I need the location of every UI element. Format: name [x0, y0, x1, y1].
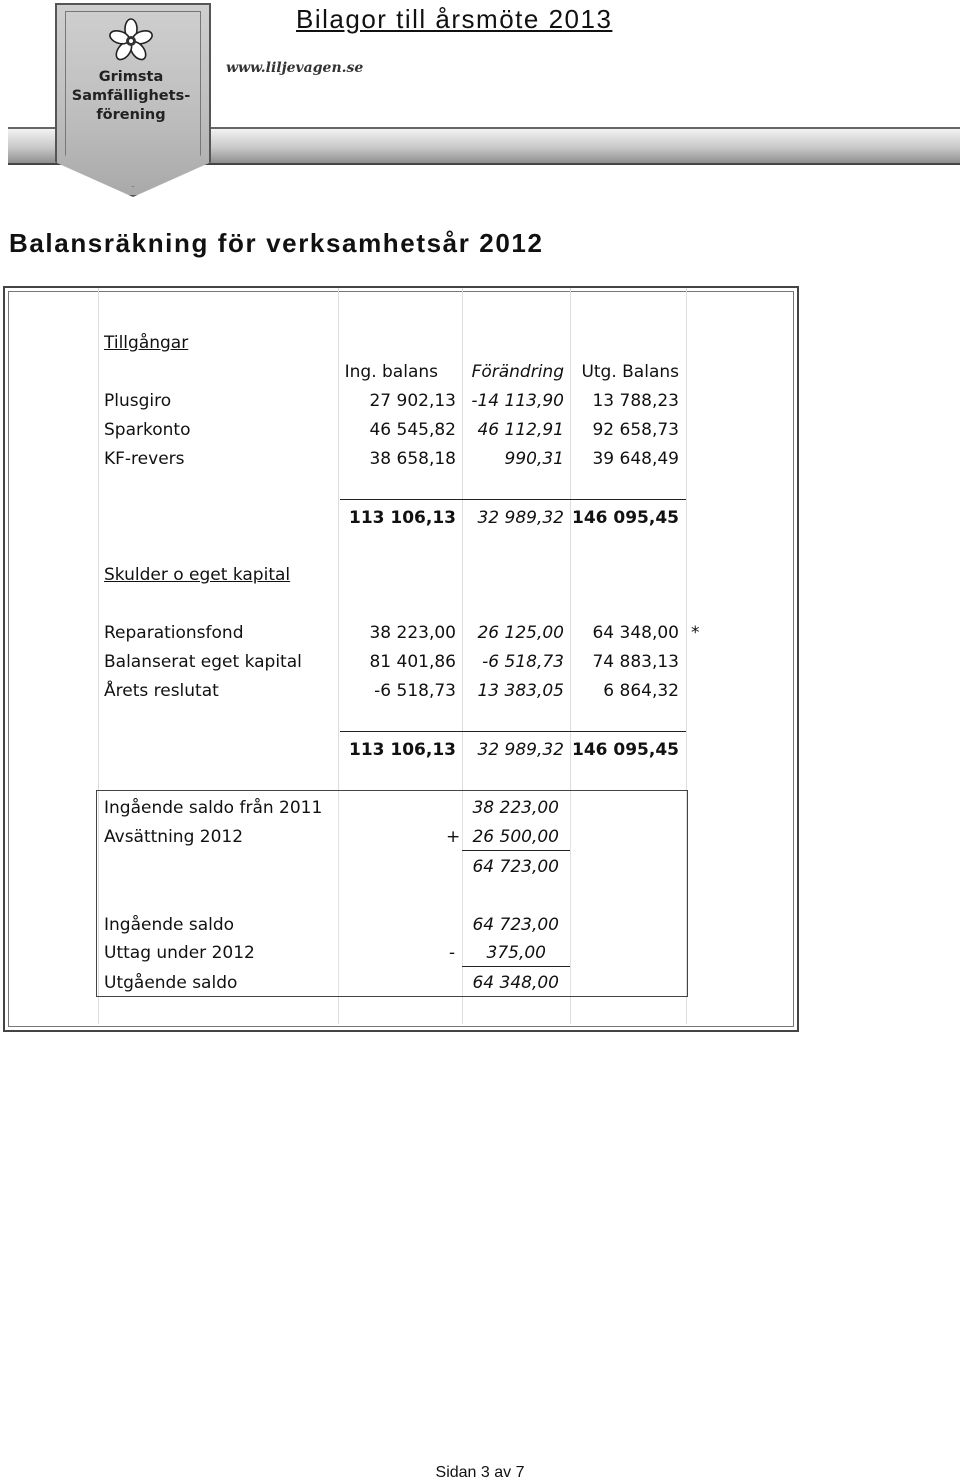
asset-row-change: 990,31	[504, 449, 564, 469]
fund-row-label: Ingående saldo	[104, 915, 235, 935]
org-name-line: Samfällighets-	[71, 88, 191, 104]
liability-row-ing: 81 401,86	[369, 652, 456, 672]
page-number: Sidan 3 av 7	[435, 1464, 525, 1481]
fund-row-operator: -	[449, 943, 456, 963]
liability-row-change: 13 383,05	[477, 681, 564, 701]
asset-total-change: 32 989,32	[477, 508, 564, 528]
assets-heading: Tillgångar	[104, 333, 189, 353]
liability-row-utg: 6 864,32	[603, 681, 679, 701]
org-name-line: Grimsta	[98, 69, 164, 85]
column-header-ing: Ing. balans	[344, 362, 438, 382]
liability-row-change: -6 518,73	[482, 652, 564, 672]
liability-row-label: Reparationsfond	[104, 623, 244, 643]
asset-row-utg: 13 788,23	[592, 391, 679, 411]
asset-total-utg: 146 095,45	[571, 508, 679, 528]
liability-total-change: 32 989,32	[477, 740, 564, 760]
sum-rule	[340, 731, 686, 732]
repair-fund-box	[96, 790, 688, 997]
sum-rule	[462, 966, 570, 967]
document-title: Bilagor till årsmöte 2013	[296, 4, 613, 34]
asset-row-ing: 27 902,13	[369, 391, 456, 411]
fund-row-label: Ingående saldo från 2011	[104, 798, 323, 818]
liability-row-change: 26 125,00	[477, 623, 564, 643]
asset-row-change: 46 112,91	[477, 420, 564, 440]
liability-row-utg: 64 348,00	[592, 623, 679, 643]
liability-row-label: Balanserat eget kapital	[104, 652, 302, 672]
fund-row-operator: +	[446, 827, 461, 847]
liability-row-utg: 74 883,13	[592, 652, 679, 672]
org-name	[62, 68, 200, 125]
asset-row-label: Plusgiro	[104, 391, 172, 411]
asset-total-ing: 113 106,13	[348, 508, 456, 528]
sum-rule	[340, 499, 686, 500]
fund-row-label: Avsättning 2012	[104, 827, 244, 847]
liability-row-ing: -6 518,73	[374, 681, 456, 701]
fund-row-value: 64 723,00	[472, 915, 559, 935]
fund-row-value: 64 723,00	[472, 857, 559, 877]
column-header-change: Förändring	[471, 362, 564, 382]
liabilities-heading: Skulder o eget kapital	[104, 565, 291, 585]
org-name-line: förening	[96, 107, 166, 123]
fund-row-value: 64 348,00	[472, 973, 559, 993]
fund-row-value: 26 500,00	[472, 827, 559, 847]
asset-row-change: -14 113,90	[471, 391, 564, 411]
footnote-mark: *	[691, 623, 700, 643]
asset-row-label: KF-revers	[104, 449, 185, 469]
fund-row-value: 38 223,00	[472, 798, 559, 818]
liability-total-utg: 146 095,45	[571, 740, 679, 760]
fund-row-label: Uttag under 2012	[104, 943, 255, 963]
website-url: www.liljevagen.se	[226, 60, 364, 76]
fund-row-value: 375,00	[486, 943, 546, 963]
asset-row-ing: 46 545,82	[369, 420, 456, 440]
asset-row-utg: 92 658,73	[592, 420, 679, 440]
asset-row-utg: 39 648,49	[592, 449, 679, 469]
asset-row-label: Sparkonto	[104, 420, 191, 440]
fund-row-label: Utgående saldo	[104, 973, 238, 993]
flower-icon	[108, 18, 154, 64]
column-header-utg: Utg. Balans	[581, 362, 679, 382]
page-title: Balansräkning för verksamhetsår 2012	[9, 228, 544, 258]
sum-rule	[462, 850, 570, 851]
liability-row-ing: 38 223,00	[369, 623, 456, 643]
liability-total-ing: 113 106,13	[348, 740, 456, 760]
asset-row-ing: 38 658,18	[369, 449, 456, 469]
liability-row-label: Årets reslutat	[104, 681, 219, 701]
